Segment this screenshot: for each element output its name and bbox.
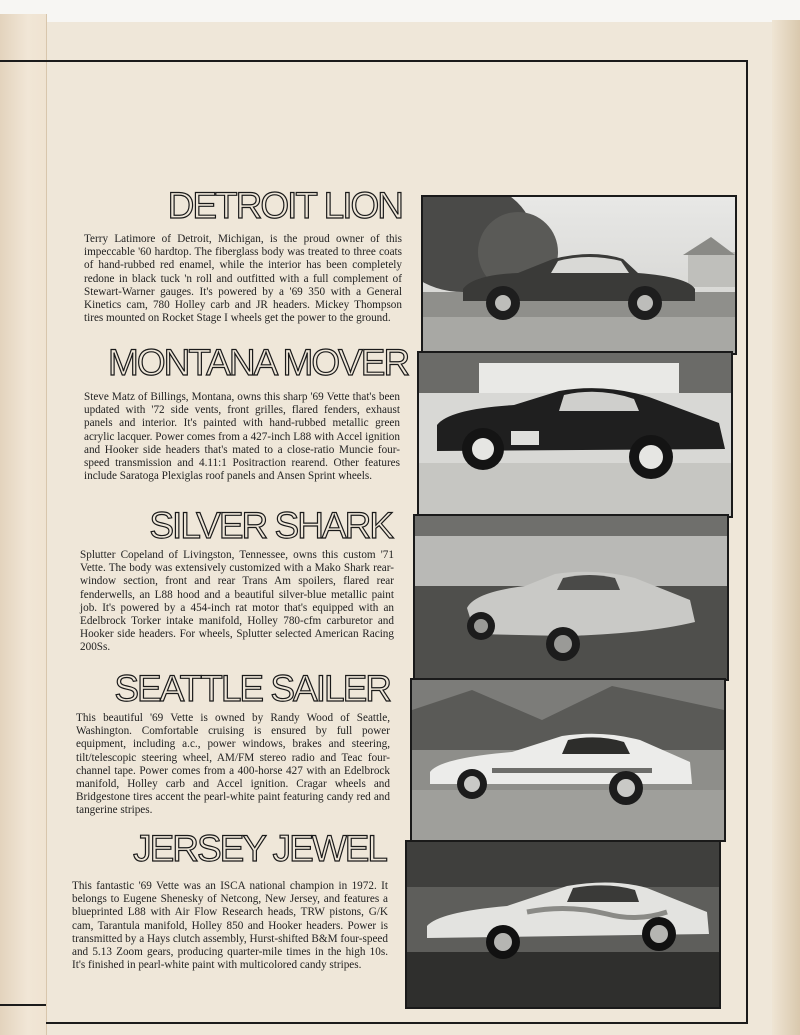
photo-seattle-sailer [410,678,726,842]
car-photo-illustration [412,680,724,840]
photo-silver-shark [413,514,729,681]
section-body-montana-mover: Steve Matz of Billings, Montana, owns this sharp '69 Vette that's been updated with '72 side vents, front grilles, flared fenders, exhaust panels and interior. It's painted with hand-rubbed metallic green acrylic lacquer. Power comes from a 427-inch L88 with Accel ignition and Hooker side headers that's mated to a close-ratio Muncie four-speed transmission and 4.11:1 Positraction rearend. Other features include Saratoga Plexiglas roof panels and Ansen Sprint wheels. [84,391,400,483]
photo-jersey-jewel [405,840,721,1009]
page-edge-shadow [772,20,800,1035]
photo-montana-mover [417,351,733,518]
binding-spine [0,14,47,1035]
spine-rule-bottom [0,1004,46,1006]
section-heading-silver-shark: SILVER SHARK [149,505,392,546]
spine-rule-top [0,60,46,62]
section-heading-detroit-lion: DETROIT LION [167,185,402,226]
car-photo-illustration [423,197,735,353]
section-body-jersey-jewel: This fantastic '69 Vette was an ISCA national champion in 1972. It belongs to Eugene Shenesky of Netcong, New Jersey, and features a blueprinted L88 with Air Flow Research heads, TRW pistons, G/K cam, Tarantula manifold, Holley 850 and Hooker headers. Power is transmitted by a Hays clutch assembly, Hurst-shifted B&M four-speed and 5.13 Zoom gears, producing quarter-mile times in the high 10s. It's finished in pearl-white paint with multicolored candy stripes. [72,880,388,972]
section-heading-seattle-sailer: SEATTLE SAILER [114,668,390,709]
section-heading-montana-mover: MONTANA MOVER [108,342,409,383]
car-photo-illustration [415,516,727,679]
scan-top-margin [0,0,800,22]
section-body-detroit-lion: Terry Latimore of Detroit, Michigan, is the proud owner of this impeccable '60 hardtop. The fiberglass body was treated to three coats of hand-rubbed red enamel, while the interior has been completely redone in black tuck 'n roll and outfitted with a full complement of Stewart-Warner gauges. It's powered by a '69 350 with a General Kinetics cam, 780 Holley carb and JR headers. Mickey Thompson tires mounted on Rocket Stage I wheels get the power to the ground. [84,233,402,325]
section-heading-jersey-jewel: JERSEY JEWEL [133,828,386,869]
photo-detroit-lion [421,195,737,355]
car-photo-illustration [407,842,719,1007]
section-body-silver-shark: Splutter Copeland of Livingston, Tennessee, owns this custom '71 Vette. The body was extensively customized with a Mako Shark rear-window section, front and rear Trans Am spoilers, flared rear fenderwells, an L88 hood and a beautiful silver-blue metallic paint job. It's powered by a 454-inch rat motor that's equipped with an Edelbrock Torker intake manifold, Holley 780-cfm carburetor and Hooker side headers. For wheels, Splutter selected American Racing 200Ss. [80,549,394,654]
section-body-seattle-sailer: This beautiful '69 Vette is owned by Randy Wood of Seattle, Washington. Comfortable cruising is ensured by full power equipment, including a.c., power windows, brakes and steering, tilt/telescopic steering wheel, AM/FM stereo radio and Teac four-channel tape. Power comes from a 400-horse 427 with an Edelbrock manifold, Holley carb and Accel ignition. Cragar wheels and Bridgestone tires accent the pearl-white paint featuring candy red and tangerine stripes. [76,712,390,817]
car-photo-illustration [419,353,731,516]
